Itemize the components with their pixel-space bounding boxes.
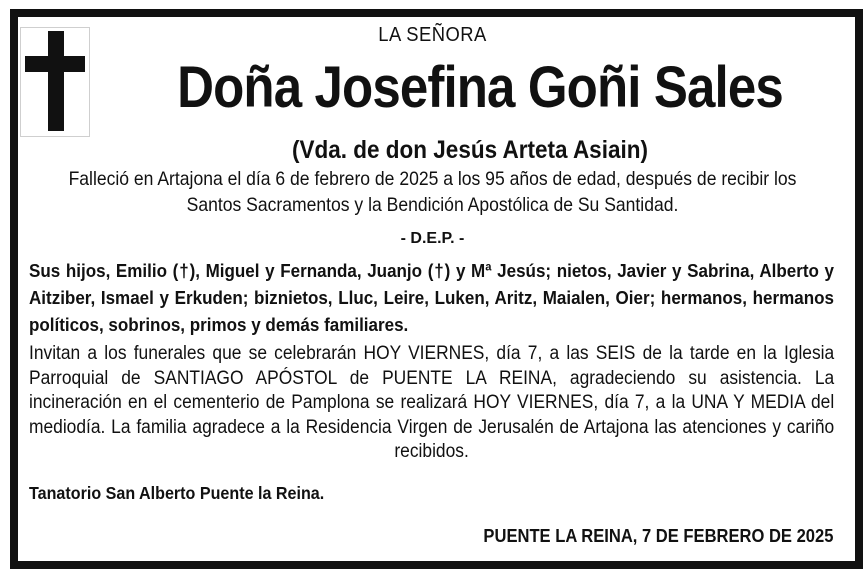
family-text: Sus hijos, Emilio (†), Miguel y Fernanda, Juanjo (†) y Mª Jesús; nietos, Javier y Sabrina, Alberto y Aitziber, Ismael y Erkuden; biznietos, Lluc, Leire, Luken, Aritz, Maialen, Oier; hermanos, hermanos políticos, sobrinos, primos y demás familiares. bbox=[29, 260, 834, 335]
place-and-date: PUENTE LA REINA, 7 DE FEBRERO DE 2025 bbox=[483, 526, 833, 546]
funeral-home-line: Tanatorio San Alberto Puente la Reina. bbox=[29, 483, 325, 503]
cross-horizontal-bar bbox=[25, 56, 85, 72]
rip-line: - D.E.P. - bbox=[400, 230, 465, 247]
funeral-block bbox=[29, 342, 834, 465]
honorific-title: LA SEÑORA bbox=[378, 24, 487, 46]
death-notice-text: Falleció en Artajona el día 6 de febrero de 2025 a los 95 años de edad, después de recibir los Santos Sacramentos y la Bendición Apostólica de Su Santidad. bbox=[68, 168, 797, 216]
family-block bbox=[29, 257, 834, 338]
widow-of-line: (Vda. de don Jesús Arteta Asiain) bbox=[292, 136, 648, 164]
deceased-name: Doña Josefina Goñi Sales bbox=[177, 55, 783, 120]
funeral-invitation-text: Invitan a los funerales que se celebrarán HOY VIERNES, día 7, a las SEIS de la tarde en la Iglesia Parroquial de SANTIAGO APÓSTOL de PUENTE LA REINA, agradeciendo su asistencia. La incineración en el cementerio de Pamplona se realizará HOY VIERNES, día 7, a la UNA Y MEDIA del mediodía. La familia agradece a la Residencia Virgen de Jerusalén de Artajona las atenciones y cariño recibidos. bbox=[29, 343, 835, 462]
